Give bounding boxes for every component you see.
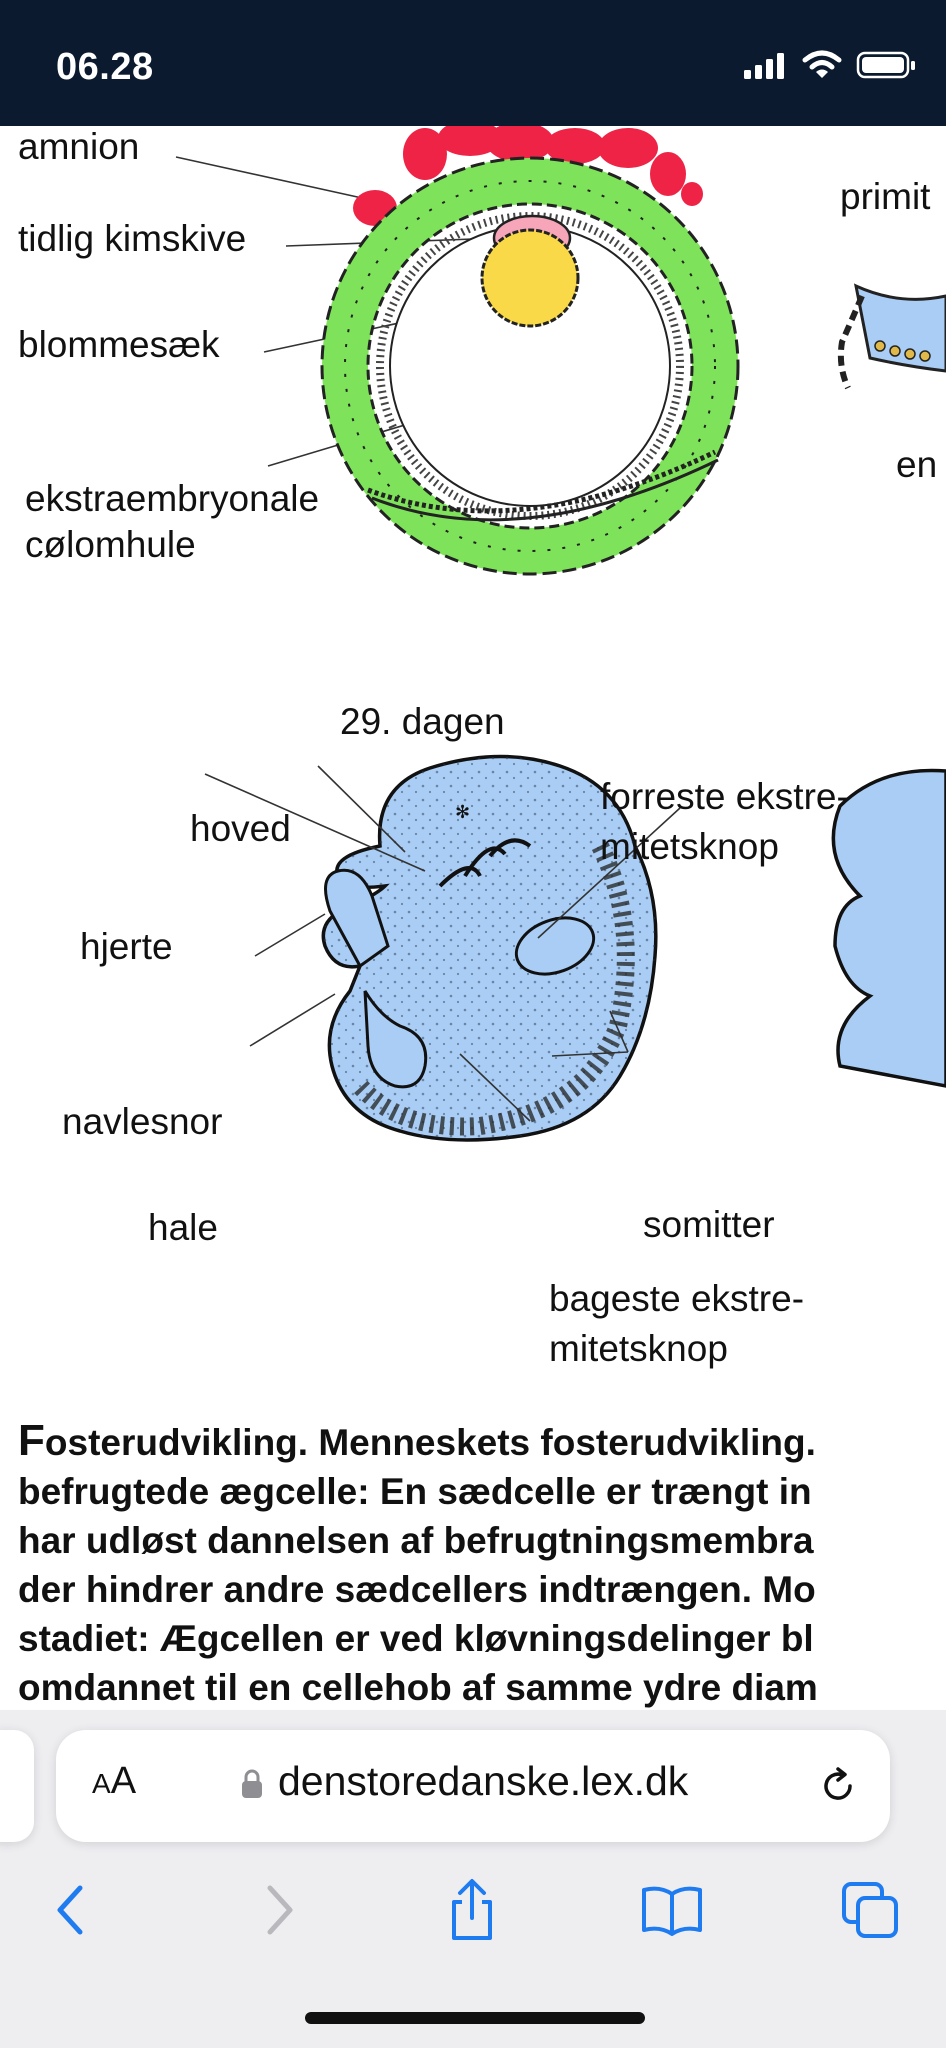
caption-line-3: har udløst dannelsen af befrugtningsmembra (18, 1520, 814, 1561)
status-time: 06.28 (56, 46, 154, 88)
address-bar[interactable] (56, 1730, 890, 1842)
figure-title-29-dagen: 29. dagen (340, 701, 505, 742)
article-caption (18, 1416, 946, 1710)
url-text[interactable]: denstoredanske.lex.dk (278, 1758, 689, 1804)
label-forreste-2: mitetsknop (600, 826, 779, 867)
share-button[interactable] (432, 1870, 512, 1950)
signal-icon (744, 51, 788, 79)
back-icon (52, 1882, 92, 1938)
label-hoved: hoved (190, 808, 291, 849)
browser-bottom-bar (0, 1710, 946, 2048)
caption-line-4: der hindrer andre sædcellers indtrængen. Mo (18, 1569, 816, 1610)
label-tidlig-kimskive: tidlig kimskive (18, 218, 247, 259)
previous-tab-preview[interactable] (0, 1730, 34, 1842)
label-amnion: amnion (18, 126, 140, 167)
label-forreste-1: forreste ekstre- (600, 776, 849, 817)
label-hjerte: hjerte (80, 926, 173, 967)
status-icons (744, 50, 916, 80)
bookmarks-button[interactable] (632, 1870, 712, 1950)
label-hale: hale (148, 1207, 218, 1248)
label-somitter: somitter (643, 1204, 775, 1245)
share-icon (444, 1878, 500, 1942)
back-button[interactable] (32, 1870, 112, 1950)
reader-settings-button[interactable]: AA (92, 1760, 137, 1802)
label-blommesaek: blommesæk (18, 324, 220, 365)
caption-line-6: omdannet til en cellehob af samme ydre diam (18, 1667, 818, 1708)
caption-drop-letter: F (18, 1416, 45, 1465)
lock-icon (240, 1768, 264, 1800)
label-bageste-2: mitetsknop (549, 1328, 728, 1369)
caption-line-1: osterudvikling. Menneskets fosterudvikling. (44, 1422, 816, 1463)
wifi-icon (802, 50, 842, 80)
label-en: en (896, 444, 938, 485)
page-content (0, 126, 946, 1710)
battery-icon (856, 50, 916, 80)
tabs-icon (840, 1880, 900, 1940)
label-ekstraembryonale: ekstraembryonale (25, 478, 320, 519)
bookmarks-icon (640, 1884, 704, 1936)
label-navlesnor: navlesnor (62, 1101, 223, 1142)
browser-toolbar (0, 1870, 946, 1980)
forward-button[interactable] (238, 1870, 318, 1950)
caption-line-5: stadiet: Ægcellen er ved kløvningsdelinger bl (18, 1618, 814, 1659)
forward-icon (258, 1882, 298, 1938)
tabs-button[interactable] (830, 1870, 910, 1950)
label-colomhule: cølomhule (25, 524, 196, 565)
status-bar (0, 0, 946, 126)
home-indicator (305, 2012, 645, 2024)
svg-text:✻: ✻ (455, 802, 471, 823)
caption-line-2: befrugtede ægcelle: En sædcelle er trængt in (18, 1471, 812, 1512)
label-primit: primit (840, 176, 931, 217)
label-bageste-1: bageste ekstre- (549, 1278, 805, 1319)
reload-icon[interactable] (816, 1764, 860, 1808)
